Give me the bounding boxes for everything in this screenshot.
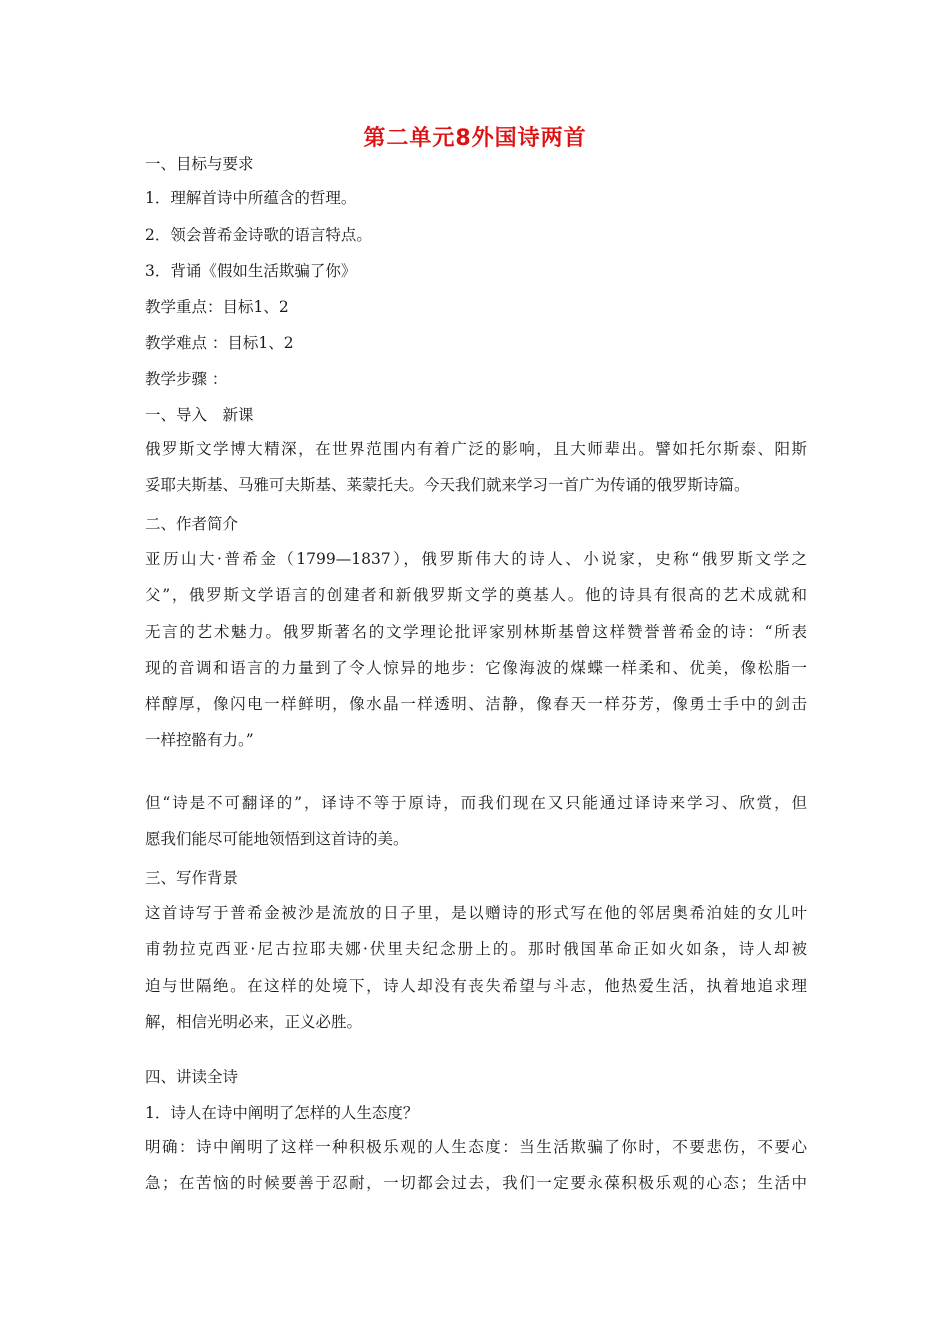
goal-1: 1．理解首诗中所蕴含的哲理。 [145,189,357,207]
heading-author: 二、作者简介 [145,515,239,533]
author-line: 现的音调和语言的力量到了令人惊异的地步：它像海波的煤蝶一样柔和、优美，像松脂一 [145,658,807,677]
teaching-focus: 教学重点：目标1、2 [145,298,289,316]
author-line: 一样控骼有力。” [145,731,254,750]
intro-line: 妥耶夫斯基、马雅可夫斯基、莱蒙托夫。今天我们就来学习一首广为传诵的俄罗斯诗篇。 [145,476,750,495]
author-line: 亚历山大·普希金（1799—1837），俄罗斯伟大的诗人、小说家，史称“俄罗斯文学之 [145,550,807,568]
author-line: 父”，俄罗斯文学语言的创建者和新俄罗斯文学的奠基人。他的诗具有很高的艺术成就和 [145,586,807,605]
teaching-difficulty: 教学难点 ：目标1、2 [145,334,294,352]
translation-line: 但“诗是不可翻译的”，译诗不等于原诗，而我们现在又只能通过译诗来学习、欣赏，但 [145,794,807,812]
translation-line: 愿我们能尽可能地领悟到这首诗的美。 [145,830,409,849]
page-title: 第二单元8外国诗两首 [363,126,587,151]
goal-3: 3．背诵《假如生活欺骗了你》 [145,262,357,280]
question-1: 1．诗人在诗中阐明了怎样的人生态度？ [145,1104,419,1122]
author-paragraph [145,541,807,759]
goal-2: 2．领会普希金诗歌的语言特点。 [145,226,372,244]
answer-paragraph [145,1129,807,1202]
author-line: 样醇厚，像闪电一样鲜明，像水晶一样透明、洁静，像春天一样芬芳，像勇士手中的剑击 [145,695,807,714]
answer-line: 明确：诗中阐明了这样一种积极乐观的人生态度：当生活欺骗了你时，不要悲伤，不要心 [145,1138,807,1156]
teaching-steps: 教学步骤 ： [145,370,228,388]
heading-goals: 一、目标与要求 [145,155,254,173]
background-paragraph [145,895,807,1040]
background-line: 这首诗写于普希金被沙是流放的日子里，是以赠诗的形式写在他的邻居奥希泊娃的女儿叶 [145,904,807,922]
answer-line: 急；在苦恼的时候要善于忍耐，一切都会过去，我们一定要永葆积极乐观的心态；生活中 [145,1174,807,1193]
background-line: 迫与世隔绝。在这样的处境下，诗人却没有丧失希望与斗志，他热爱生活，执着地追求理 [145,976,807,995]
heading-reading: 四、讲读全诗 [145,1068,239,1086]
background-line: 解，相信光明必来，正义必胜。 [145,1012,363,1031]
intro-paragraph [145,431,807,504]
heading-background: 三、写作背景 [145,869,239,887]
heading-intro: 一、导入 新课 [145,406,254,424]
author-line: 无言的艺术魅力。俄罗斯著名的文学理论批评家别林斯基曾这样赞誉普希金的诗：“所表 [145,622,807,641]
background-line: 甫勃拉克西亚·尼古拉耶夫娜·伏里夫纪念册上的。那时俄国革命正如火如条，诗人却被 [145,940,807,959]
intro-line: 俄罗斯文学博大精深，在世界范围内有着广泛的影响，且大师辈出。譬如托尔斯泰、阳斯 [145,440,807,458]
translation-paragraph [145,785,807,858]
